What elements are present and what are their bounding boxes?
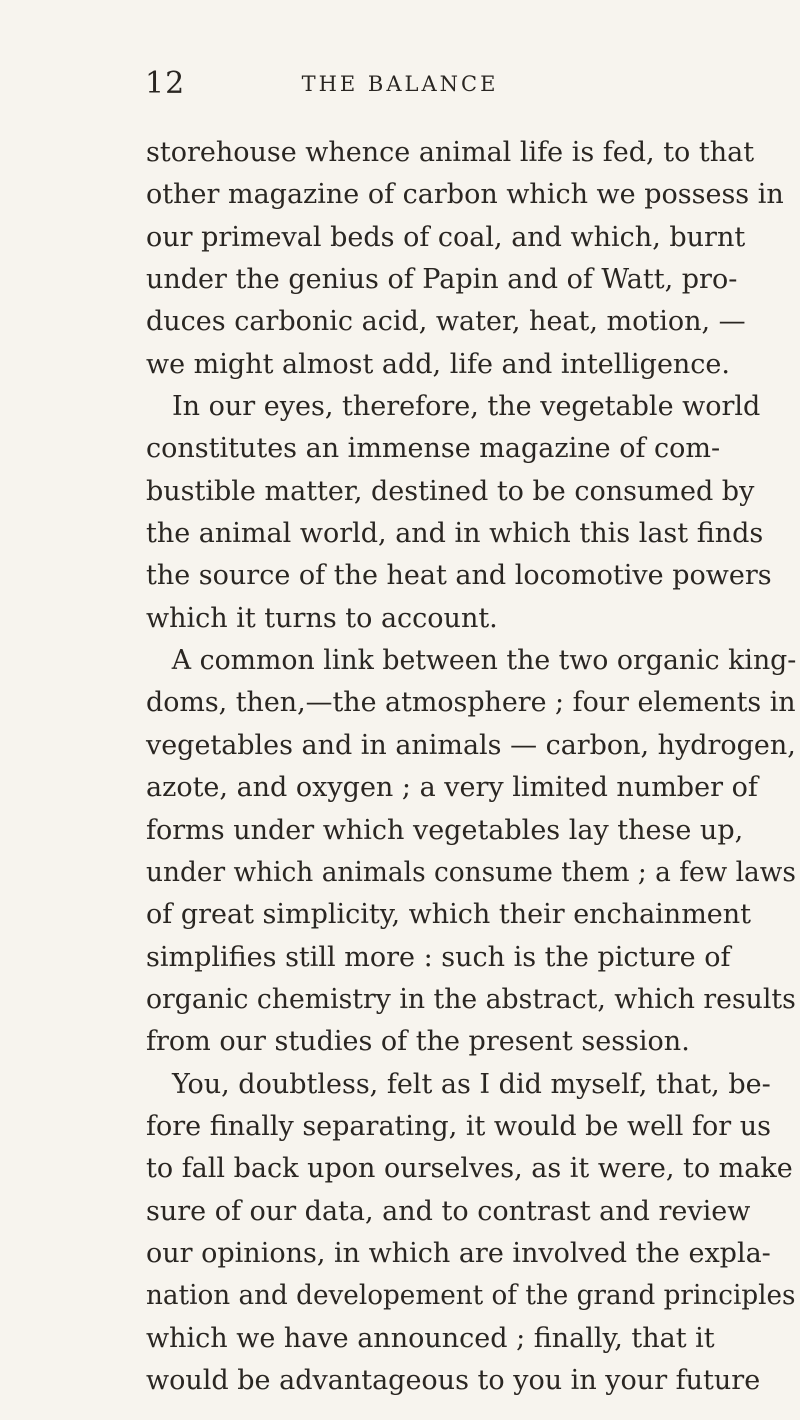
text-line: duces carbonic acid, water, heat, motion, — bbox=[146, 306, 746, 338]
text-line: of great simplicity, which their enchainment bbox=[146, 899, 752, 931]
text-line: to fall back upon ourselves, as it were, to make bbox=[146, 1153, 793, 1185]
text-line: doms, then,—the atmosphere ; four elements in bbox=[146, 687, 796, 719]
text-line: the animal world, and in which this last finds bbox=[146, 518, 764, 550]
text-line: fore finally separating, it would be well for us bbox=[146, 1110, 771, 1142]
text-line: would be advantageous to you in your future bbox=[146, 1364, 761, 1396]
text-line: our primeval beds of coal, and which, burnt bbox=[146, 221, 746, 253]
text-line: vegetables and in animals — carbon, hydrogen, bbox=[146, 729, 796, 761]
text-line: under the genius of Papin and of Watt, pro- bbox=[146, 264, 738, 296]
text-line: forms under which vegetables lay these up, bbox=[146, 814, 744, 846]
paragraph-start-line: In our eyes, therefore, the vegetable world bbox=[172, 391, 761, 423]
running-head: THE BALANCE bbox=[301, 72, 499, 96]
text-line: sure of our data, and to contrast and review bbox=[146, 1195, 751, 1227]
text-line: we might almost add, life and intelligence. bbox=[146, 348, 730, 380]
text-line: organic chemistry in the abstract, which results bbox=[146, 983, 796, 1015]
page-number: 12 bbox=[145, 66, 186, 101]
text-line: other magazine of carbon which we possess in bbox=[146, 179, 784, 211]
text-line: from our studies of the present session. bbox=[146, 1026, 690, 1058]
text-line: the source of the heat and locomotive powers bbox=[146, 560, 772, 592]
text-line: nation and developement of the grand principles bbox=[146, 1280, 796, 1312]
text-line: simplifies still more : such is the picture of bbox=[146, 941, 731, 973]
body-text bbox=[146, 132, 796, 1402]
paragraph-start-line: You, doubtless, felt as I did myself, that, be- bbox=[172, 1068, 771, 1100]
text-line: azote, and oxygen ; a very limited number of bbox=[146, 772, 758, 804]
text-line: our opinions, in which are involved the expla- bbox=[146, 1237, 771, 1269]
paragraph-start-line: A common link between the two organic king- bbox=[171, 645, 797, 677]
text-line: storehouse whence animal life is fed, to that bbox=[146, 137, 755, 168]
text-line: under which animals consume them ; a few laws bbox=[146, 856, 796, 888]
text-line: which it turns to account. bbox=[146, 602, 498, 634]
page-header bbox=[0, 66, 800, 106]
text-line: bustible matter, destined to be consumed by bbox=[146, 475, 755, 507]
text-line: which we have announced ; finally, that it bbox=[146, 1322, 715, 1354]
text-line: constitutes an immense magazine of com- bbox=[146, 433, 721, 465]
